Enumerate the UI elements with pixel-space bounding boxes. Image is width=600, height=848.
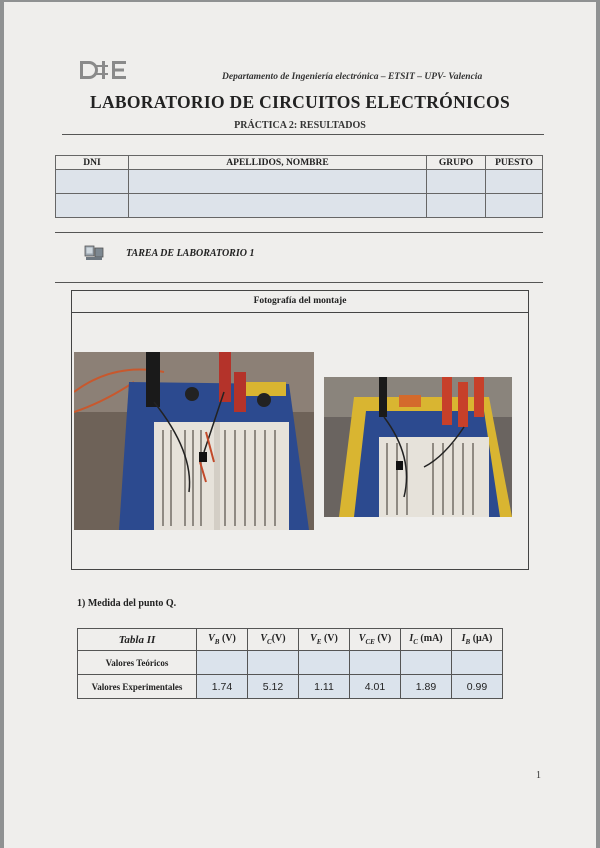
page-number: 1 (536, 770, 541, 781)
breadboard-photo-1 (74, 352, 314, 530)
breadboard-photo-2 (324, 377, 512, 517)
group-field[interactable] (427, 194, 486, 218)
group-field[interactable] (427, 170, 486, 194)
department-line: Departamento de Ingeniería electrónica – ETSIT – UPV- Valencia (222, 72, 483, 82)
ib-header: $I_B$ (µA) (452, 629, 503, 651)
table-cell[interactable] (248, 651, 299, 675)
vce-header: $V_{CE}$ (V) (350, 629, 401, 651)
table-cell[interactable]: 1.89 (401, 675, 452, 699)
table-cell[interactable] (197, 651, 248, 675)
table-row (78, 651, 503, 675)
task-title: TAREA DE LABORATORIO 1 (126, 248, 255, 259)
vb-header: $V_B$ (V) (197, 629, 248, 651)
name-header: APELLIDOS, NOMBRE (129, 156, 427, 170)
table-cell[interactable] (350, 651, 401, 675)
table-cell[interactable] (299, 651, 350, 675)
table-cell[interactable] (401, 651, 452, 675)
table-cell[interactable]: 1.74 (197, 675, 248, 699)
name-field[interactable] (129, 194, 427, 218)
seat-field[interactable] (486, 194, 543, 218)
dni-field[interactable] (56, 194, 129, 218)
table-title: Tabla II (78, 629, 197, 651)
page-subtitle: PRÁCTICA 2: RESULTADOS (234, 120, 366, 131)
q-point-label: 1) Medida del punto Q. (77, 598, 177, 609)
dni-header: DNI (56, 156, 129, 170)
table-row (56, 194, 543, 218)
seat-field[interactable] (486, 170, 543, 194)
ve-header: $V_E$ (V) (299, 629, 350, 651)
name-field[interactable] (129, 170, 427, 194)
table-row (56, 170, 543, 194)
dni-field[interactable] (56, 170, 129, 194)
title-divider (62, 134, 544, 135)
seat-header: PUESTO (486, 156, 543, 170)
table-cell[interactable] (452, 651, 503, 675)
table-cell[interactable]: 4.01 (350, 675, 401, 699)
table-cell[interactable]: 1.11 (299, 675, 350, 699)
table-row (78, 675, 503, 699)
vc-header: $V_C(V)$ (248, 629, 299, 651)
photo-section-title: Fotografía del montaje (72, 291, 528, 313)
page-title: LABORATORIO DE CIRCUITOS ELECTRÓNICOS (89, 92, 511, 112)
photo-section (71, 290, 529, 570)
group-header: GRUPO (427, 156, 486, 170)
die-logo (78, 58, 130, 82)
q-point-table (77, 628, 503, 699)
table-cell[interactable]: 0.99 (452, 675, 503, 699)
row-label: Valores Experimentales (78, 675, 197, 699)
table-cell[interactable]: 5.12 (248, 675, 299, 699)
section-divider (55, 232, 543, 233)
task-divider (55, 282, 543, 283)
student-id-table (55, 155, 543, 218)
ic-header: $I_C$ (mA) (401, 629, 452, 651)
computer-icon (84, 244, 104, 262)
row-label: Valores Teóricos (78, 651, 197, 675)
